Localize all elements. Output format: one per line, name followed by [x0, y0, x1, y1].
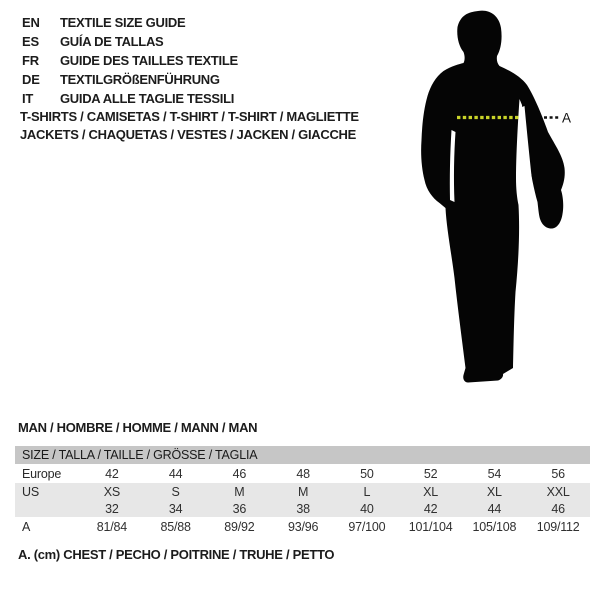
size-cell: 54 — [487, 466, 502, 481]
language-title: GUIDE DES TAILLES TEXTILE — [60, 53, 238, 68]
section-title-man: MAN / HOMBRE / HOMME / MANN / MAN — [18, 420, 258, 435]
category-tshirts: T-SHIRTS / CAMISETAS / T-SHIRT / T-SHIRT / MAGLIETTE — [20, 109, 359, 124]
language-title: GUÍA DE TALLAS — [60, 34, 164, 49]
language-title: TEXTILGRÖßENFÜHRUNG — [60, 72, 220, 87]
man-silhouette-icon — [421, 11, 565, 383]
size-cell: 44 — [168, 466, 183, 481]
row-label: US — [22, 484, 39, 499]
size-cell: S — [171, 484, 180, 499]
row-label: Europe — [22, 466, 62, 481]
size-cell: 50 — [360, 466, 374, 481]
size-cell: 105/108 — [472, 519, 517, 534]
language-list — [22, 13, 238, 108]
size-table — [15, 446, 590, 536]
size-cell: 36 — [232, 501, 247, 516]
language-code: FR — [22, 53, 39, 68]
size-cell: 85/88 — [160, 519, 191, 534]
size-table-header-label: SIZE / TALLA / TAILLE / GRÖSSE / TAGLIA — [22, 448, 258, 462]
language-code: EN — [22, 15, 40, 30]
size-cell: XL — [423, 484, 439, 499]
language-title: GUIDA ALLE TAGLIE TESSILI — [60, 91, 235, 106]
size-cell: 46 — [232, 466, 247, 481]
size-cell: L — [363, 484, 371, 499]
table-row-us-letters — [15, 483, 590, 500]
category-jackets: JACKETS / CHAQUETAS / VESTES / JACKEN / GIACCHE — [20, 126, 356, 142]
size-cell: 38 — [296, 501, 310, 516]
size-cell: XL — [486, 484, 502, 499]
language-row-es — [22, 32, 238, 51]
size-cell: M — [298, 484, 309, 499]
table-row-chest-cm — [15, 517, 590, 536]
size-cell: M — [234, 484, 245, 499]
table-row-europe — [15, 464, 590, 483]
language-title: TEXTILE SIZE GUIDE — [60, 15, 186, 30]
size-cell: 109/112 — [536, 519, 580, 534]
size-cell: XS — [103, 484, 121, 499]
size-cell: 93/96 — [287, 519, 319, 534]
size-cell: 101/104 — [408, 519, 453, 534]
size-table-header — [15, 446, 590, 464]
table-row-us-numbers — [15, 500, 590, 517]
size-cell: XXL — [546, 484, 570, 499]
size-cell: 42 — [423, 501, 438, 516]
size-cell: 46 — [551, 501, 565, 516]
size-cell: 48 — [296, 466, 310, 481]
man-measurement-figure — [415, 6, 575, 390]
measurement-footnote: A. (cm) CHEST / PECHO / POITRINE / TRUHE / PETTO — [18, 547, 335, 562]
language-row-it — [22, 89, 238, 108]
measure-label-a: A — [562, 110, 572, 126]
language-row-de — [22, 70, 238, 89]
size-cell: 97/100 — [348, 519, 386, 534]
row-label: A — [22, 519, 31, 534]
size-cell: 32 — [105, 501, 119, 516]
category-list — [20, 108, 359, 143]
size-cell: 40 — [360, 501, 374, 516]
size-cell: 81/84 — [96, 519, 128, 534]
language-code: IT — [22, 91, 34, 106]
size-cell: 89/92 — [224, 519, 255, 534]
size-cell: 56 — [551, 466, 565, 481]
language-code: ES — [22, 34, 39, 49]
size-cell: 42 — [105, 466, 119, 481]
language-row-fr — [22, 51, 238, 70]
size-cell: 34 — [168, 501, 183, 516]
language-code: DE — [22, 72, 40, 87]
language-row-en — [22, 13, 238, 32]
size-cell: 52 — [423, 466, 438, 481]
size-cell: 44 — [487, 501, 502, 516]
